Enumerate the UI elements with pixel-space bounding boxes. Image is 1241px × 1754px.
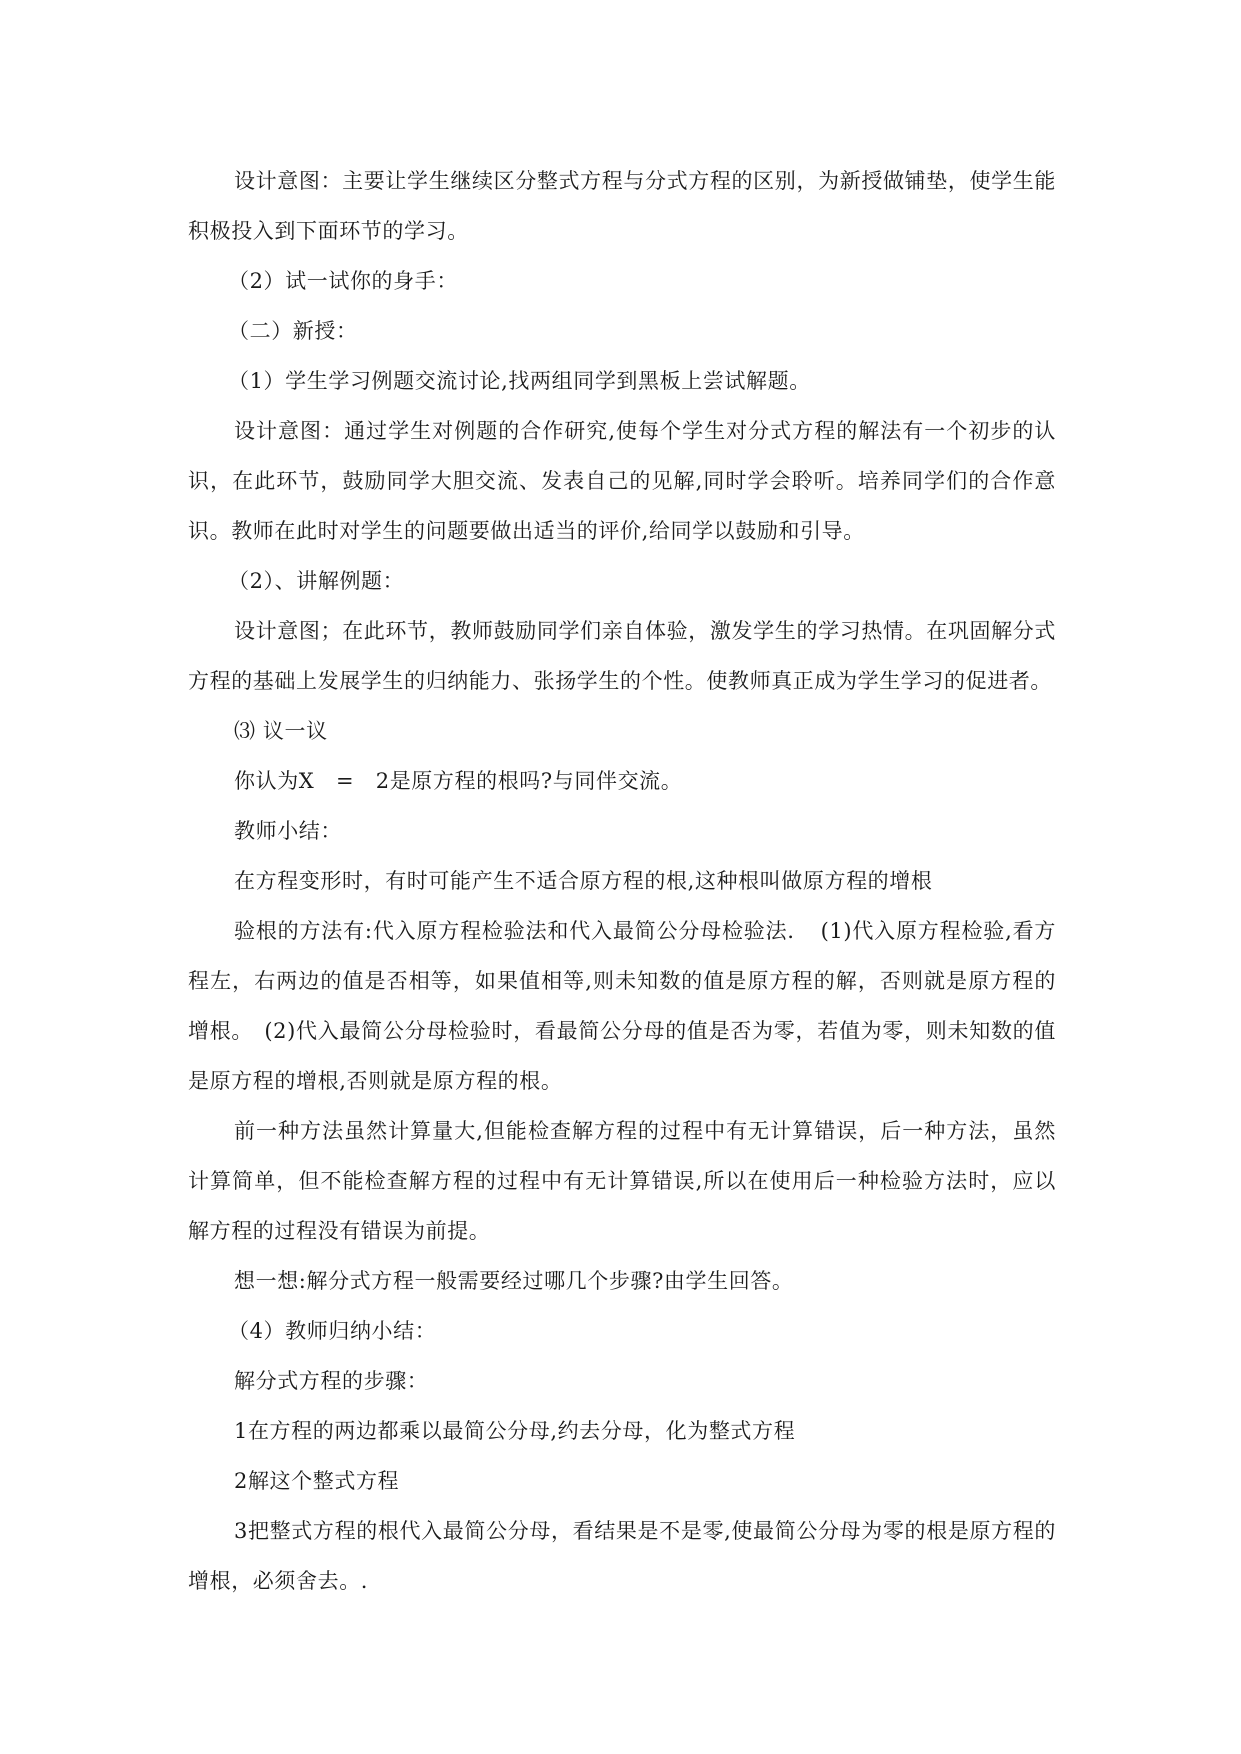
list-item-step-3: 3把整式方程的根代入最简公分母，看结果是不是零,使最简公分母为零的根是原方程的增根，必须舍去。.	[188, 1519, 1056, 1593]
paragraph-question-root: 你认为X = 2是原方程的根吗?与同伴交流。	[234, 769, 683, 793]
paragraph-teacher-conclusion: （4）教师归纳小结：	[228, 1319, 437, 1343]
paragraph-think: 想一想:解分式方程一般需要经过哪几个步骤?由学生回答。	[234, 1269, 794, 1293]
paragraph-example-discussion: （1）学生学习例题交流讨论,找两组同学到黑板上尝试解题。	[228, 369, 811, 393]
paragraph-new-lesson: （二）新授：	[228, 319, 358, 343]
paragraph-teacher-summary-heading: 教师小结：	[234, 819, 342, 843]
paragraph-method-comparison: 前一种方法虽然计算量大,但能检查解方程的过程中有无计算错误，后一种方法，虽然计算简单，但不能检查解方程的过程中有无计算错误,所以在使用后一种检验方法时，应以解方程的过程没有错误为前提。	[188, 1119, 1056, 1243]
document-body	[188, 156, 1056, 1606]
list-item-step-1: 1在方程的两边都乘以最简公分母,约去分母，化为整式方程	[234, 1419, 796, 1443]
paragraph-extraneous-root: 在方程变形时，有时可能产生不适合原方程的根,这种根叫做原方程的增根	[234, 869, 933, 893]
paragraph-design-intent-2: 设计意图：通过学生对例题的合作研究,使每个学生对分式方程的解法有一个初步的认识，在此环节，鼓励同学大胆交流、发表自己的见解,同时学会聆听。培养同学们的合作意识。教师在此时对学生的问题要做出适当的评价,给同学以鼓励和引导。	[188, 419, 1056, 543]
paragraph-try-yourself: （2）试一试你的身手：	[228, 269, 458, 293]
paragraph-verification-methods: 验根的方法有:代入原方程检验法和代入最简公分母检验法． (1)代入原方程检验,看方程左，右两边的值是否相等，如果值相等,则未知数的值是原方程的解，否则就是原方程的增根。 (2)代入最简公分母检验时，看最简公分母的值是否为零，若值为零，则未知数的值是原方程的增根,否则就是原方程的根。	[188, 919, 1056, 1093]
paragraph-design-intent-3: 设计意图；在此环节，教师鼓励同学们亲自体验，激发学生的学习热情。在巩固解分式方程的基础上发展学生的归纳能力、张扬学生的个性。使教师真正成为学生学习的促进者。	[188, 619, 1056, 693]
paragraph-design-intent-1: 设计意图：主要让学生继续区分整式方程与分式方程的区别，为新授做铺垫，使学生能积极投入到下面环节的学习。	[188, 169, 1056, 243]
paragraph-steps-heading: 解分式方程的步骤：	[234, 1369, 429, 1393]
list-item-step-2: 2解这个整式方程	[234, 1469, 400, 1493]
paragraph-discuss: ⑶ 议一议	[234, 719, 328, 743]
paragraph-explain-examples: （2）、讲解例题：	[228, 569, 405, 593]
